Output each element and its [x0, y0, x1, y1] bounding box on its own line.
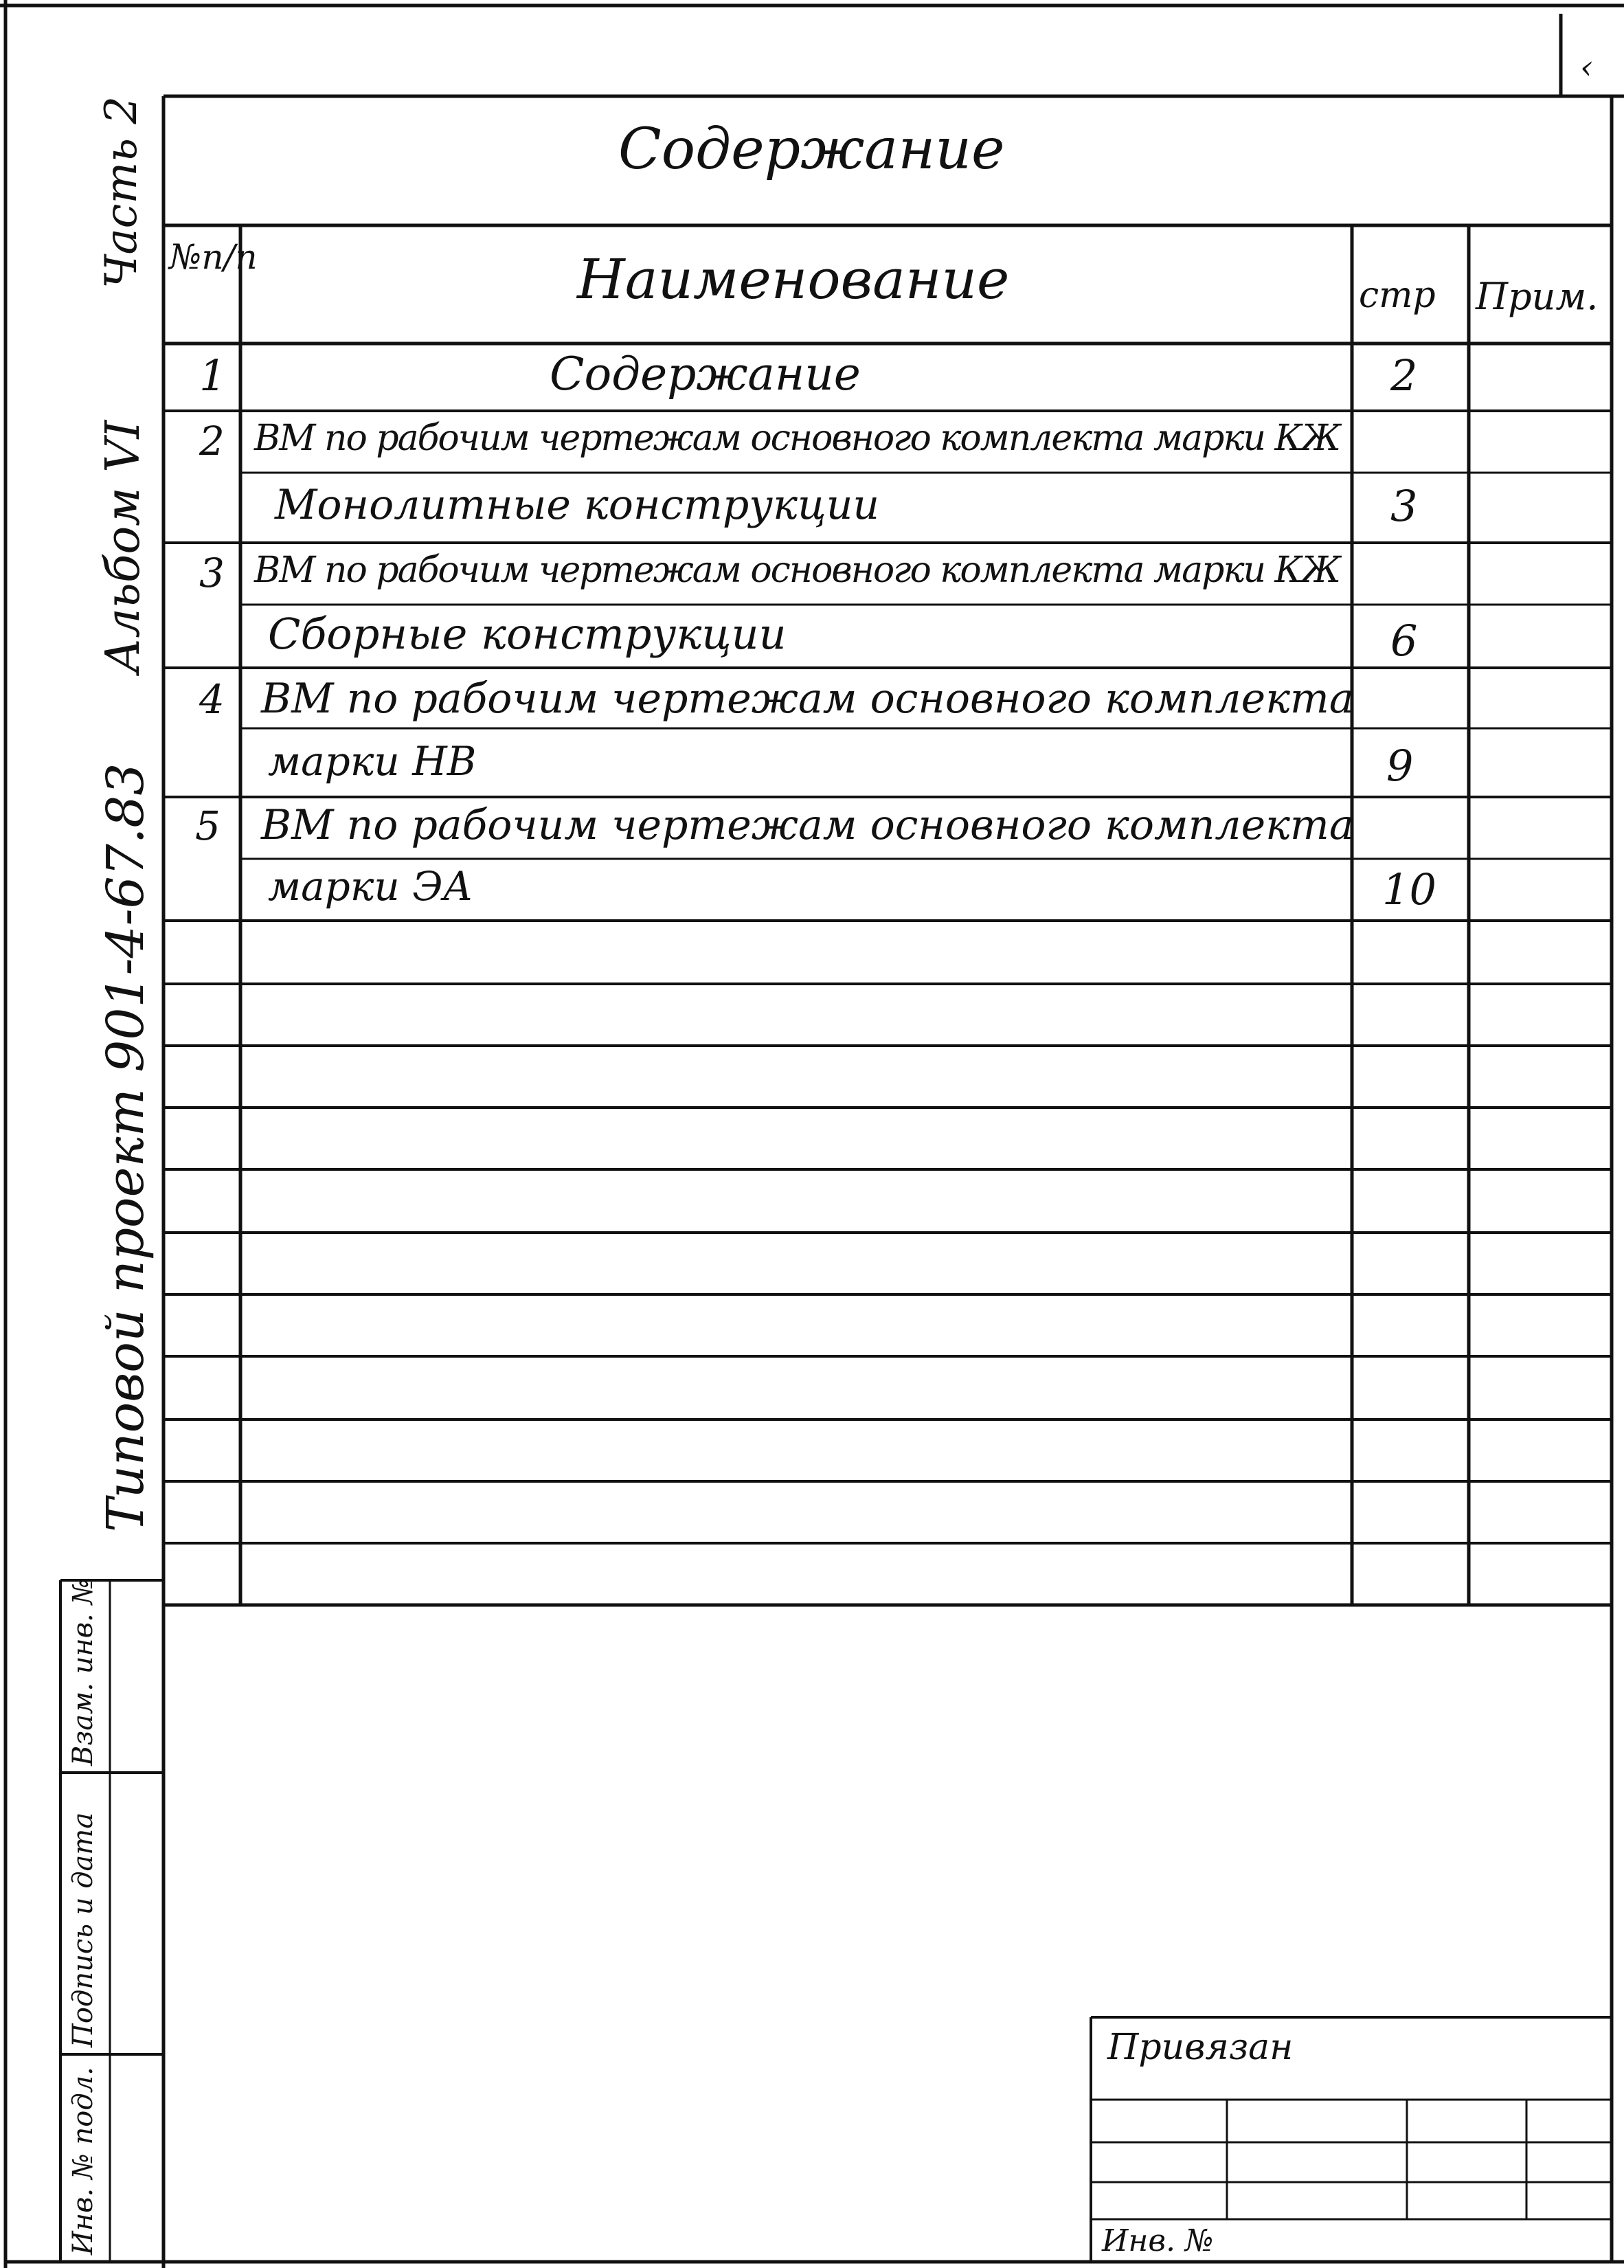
page-title: Содержание: [618, 117, 1005, 182]
table-row-num: 4: [199, 676, 225, 723]
binding-inv-label: Инв. №: [1102, 2223, 1214, 2258]
table-row-name: ВМ по рабочим чертежам основного комплекта: [261, 675, 1354, 723]
header-name: Наименование: [577, 247, 1010, 311]
stamp-label-signature: Подпись и дата: [67, 1812, 99, 2047]
side-label-part: Часть 2: [96, 96, 147, 289]
corner-mark: ‹: [1580, 48, 1594, 87]
stamp-label-replace: Взам. инв. №: [67, 1578, 99, 1766]
stamp-label-inventory: Инв. № подл.: [67, 2067, 99, 2255]
table-row-name: Содержание: [550, 348, 861, 401]
table-row-name: Сборные конструкции: [268, 609, 787, 659]
header-page: стр: [1359, 275, 1436, 316]
header-note: Прим.: [1476, 275, 1599, 318]
header-num: №п/п: [169, 237, 258, 277]
binding-title: Привязан: [1107, 2027, 1294, 2068]
table-row-num: 5: [195, 802, 221, 849]
table-row-num: 1: [199, 350, 227, 401]
table-row-name: марки ЭА: [268, 863, 473, 910]
table-row-num: 3: [199, 550, 225, 596]
table-row-num: 2: [199, 418, 225, 464]
table-row-page: 6: [1390, 616, 1418, 666]
table-row-name: ВМ по рабочим чертежам основного комплекта марки КЖ: [254, 550, 1340, 591]
table-row-name: Монолитные конструкции: [275, 481, 880, 529]
table-row-page: 10: [1382, 864, 1436, 914]
table-row-page: 3: [1390, 481, 1418, 531]
table-row-name: ВМ по рабочим чертежам основного комплекта марки КЖ: [254, 418, 1340, 459]
side-label-project: Типовой проект 901-4-67.83: [96, 763, 155, 1532]
table-row-name: ВМ по рабочим чертежам основного комплекта: [261, 801, 1354, 849]
table-row-page: 2: [1390, 350, 1418, 401]
table-row-page: 9: [1386, 741, 1414, 791]
side-label-album: Альбом VI: [96, 420, 150, 673]
table-row-name: марки НВ: [268, 738, 477, 785]
